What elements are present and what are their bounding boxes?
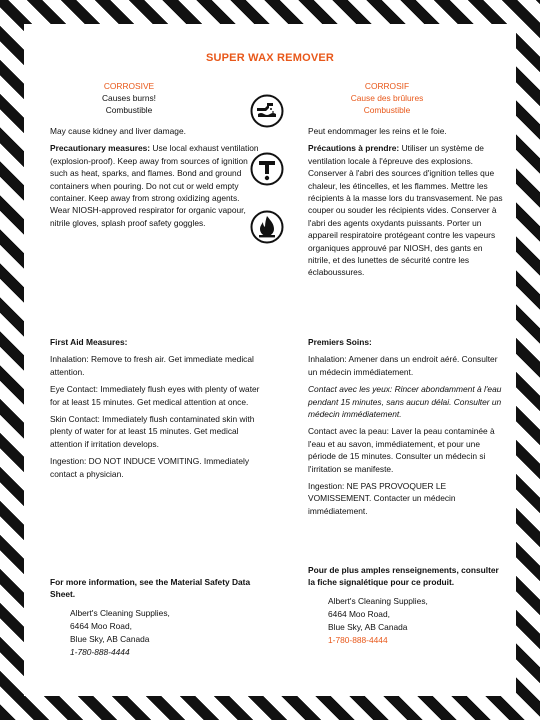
hazard-line2-fr: Combustible [363,105,411,115]
precautions-heading-fr: Précautions à prendre: [308,143,400,154]
ingestion-action-en: Immediately contact a physician. [50,456,250,479]
hazard-class-fr: CORROSIF [364,81,410,91]
eye-contact-en: Eye Contact: Immediately flush eyes with plenty of water for at least 15 minutes. Get medical attention at once. [50,384,260,407]
hazard-line1-fr: Cause des brûlures [350,93,424,103]
phone-fr: 1-780-888-4444 [328,634,388,645]
skin-contact-fr: Contact avec la peau: Laver la peau contaminée à l'eau et au savon, immédiatement, et pour une période de 15 minutes. Consulter un médecin si l'irritation se manifeste. [308,426,495,474]
city-en: Blue Sky, AB Canada [70,633,150,644]
eye-contact-fr: Contact avec les yeux: Rincer abondamment à l'eau pendant 15 minutes, sans aucun délai. Consulter un médecin immédiatement. [308,384,502,420]
corrosive-hand-icon [250,94,284,128]
address-block-fr [308,595,506,647]
warning-fr: Peut endommager les reins et le foie. [308,126,447,136]
more-info-en: For more information, see the Material Safety Data Sheet. [50,577,251,600]
more-info-fr: Pour de plus amples renseignements, consulter la fiche signalétique pour ce produit. [308,565,499,588]
hazard-class-en: CORROSIVE [103,81,155,91]
precautions-paragraph-fr [308,142,506,278]
street-en: 6464 Moo Road, [70,620,132,631]
phone-en: 1-780-888-4444 [70,646,130,657]
precautions-text-fr: Utiliser un système de ventilation locale à l'épreuve des explosions. Conserver à l'abri des sources d'ignition telles que chaleur, les étincelles, et les flammes. Mettre les récipients à la masse lors du transvasement. Ne pas couper ou souder les récipients vides. Conserver à l'abri des agents oxydants puissants. Porter un appareil respiratoire protégeant contre les vapeurs organiques approuvé par NIOSH, des gants en nitrile, et des lunettes de sécurité contre les éclaboussures. [308,143,503,278]
hazard-line1-en: Causes burns! [102,93,156,103]
precautions-text-en: Use local exhaust ventilation (explosion-proof). Keep away from sources of ignition such as heat, sparks, and flames. Bond and ground containers when pouring. Do not cut or weld empty container. Keep away from strong oxidizing agents. Wear NIOSH-approved respirator for organic vapour, nitrile gloves, splash proof safety goggles. [50,143,259,228]
inhalation-en: Inhalation: Remove to fresh air. Get immediate medical attention. [50,354,254,377]
hazard-header-fr [312,80,462,116]
label-sheet [24,24,516,696]
first-aid-heading-fr: Premiers Soins: [308,337,372,347]
hazard-line2-en: Combustible [105,105,153,115]
ingestion-action-fr: Contacter un médecin immédiatement. [308,493,456,516]
product-title: SUPER WAX REMOVER [205,52,335,64]
street-fr: 6464 Moo Road, [328,608,390,619]
city-fr: Blue Sky, AB Canada [328,621,408,632]
precautions-paragraph-en [50,142,260,229]
company-en: Albert's Cleaning Supplies, [70,607,170,618]
hazard-header-en [54,80,204,116]
french-more-info [308,564,506,647]
ingestion-warning-fr: Ingestion: NE PAS PROVOQUER LE VOMISSEMENT. [308,481,447,504]
english-more-info [50,576,260,659]
english-first-aid [50,336,260,485]
ingestion-fr [308,480,506,517]
company-fr: Albert's Cleaning Supplies, [328,595,428,606]
french-first-aid [308,336,506,522]
first-aid-heading-en: First Aid Measures: [50,337,128,347]
french-precautions [308,125,506,284]
inhalation-fr: Inhalation: Amener dans un endroit aéré. Consulter un médecin immédiatement. [308,354,498,377]
address-block-en [50,607,260,659]
warning-en: May cause kidney and liver damage. [50,126,186,136]
ingestion-en [50,455,260,480]
skin-contact-en: Skin Contact: Immediately flush contaminated skin with plenty of water for at least 15 minutes. Get medical attention if irritation develops. [50,414,255,449]
precautions-heading-en: Precautionary measures: [50,143,151,154]
ingestion-warning-en: Ingestion: DO NOT INDUCE VOMITING. [50,456,202,467]
english-precautions [50,125,260,234]
